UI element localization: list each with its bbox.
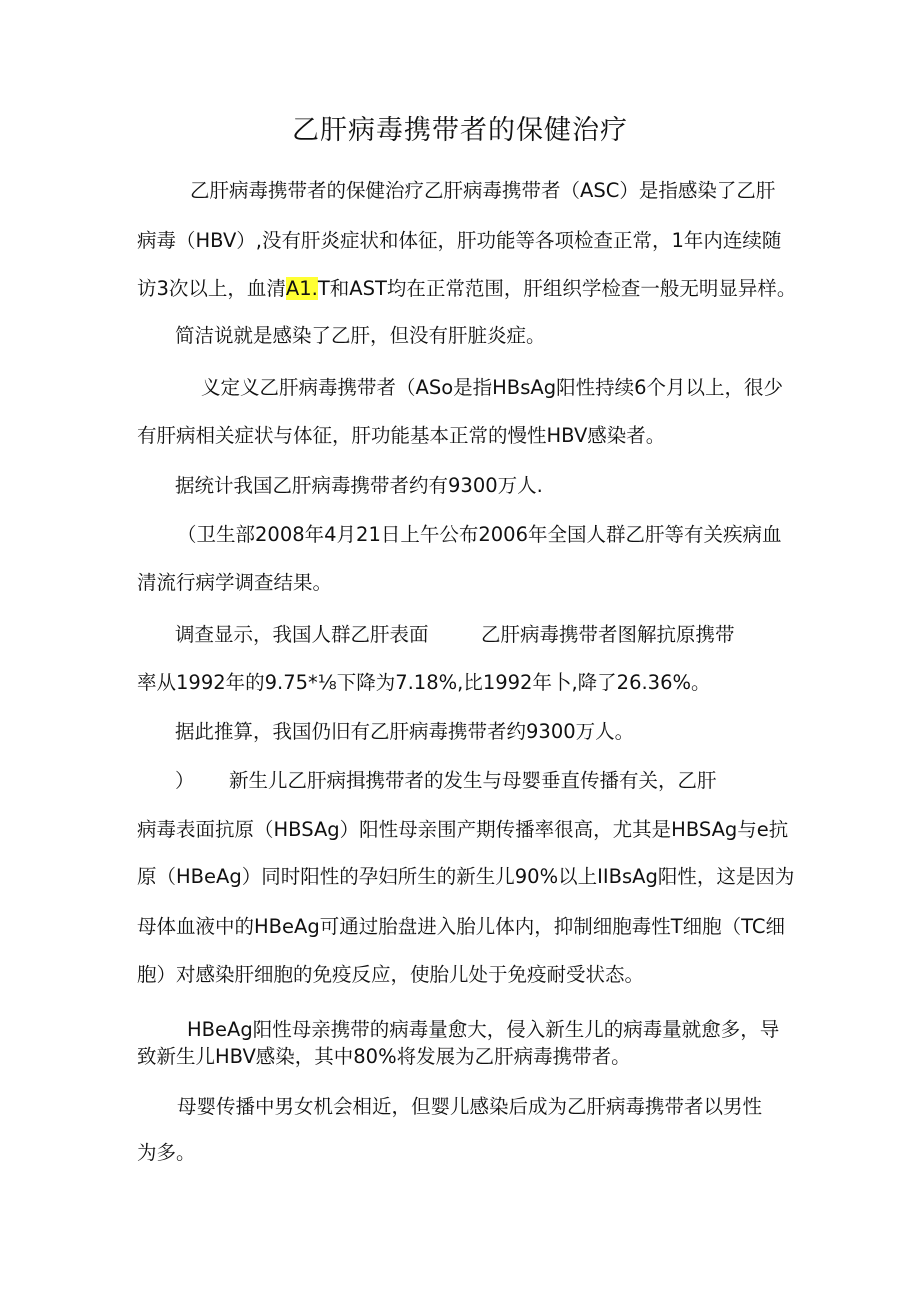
text-line bbox=[137, 274, 796, 304]
text-line: 致新生儿HBV感染，其中80%将发展为乙肝病毒携带者。 bbox=[137, 1045, 631, 1068]
text-line: 病毒（HBV）,没有肝炎症状和体征，肝功能等各项检查正常，1年内连续随 bbox=[137, 229, 782, 252]
text-line: 率从1992年的9.75*⅛下降为7.18%,比1992年卜,降了26.36%。 bbox=[137, 671, 711, 694]
text-line: 为多。 bbox=[137, 1141, 196, 1164]
text-line: 胞）对感染肝细胞的免疫反应，使胎儿处于免疫耐受状态。 bbox=[137, 963, 645, 986]
text-line: 乙肝病毒携带者图解抗原携带 bbox=[481, 623, 735, 646]
text-line: 病毒表面抗原（HBSAg）阳性母亲围产期传播率很高，尤其是HBSAg与e抗 bbox=[137, 818, 789, 841]
document-title: 乙肝病毒携带者的保健治疗 bbox=[292, 115, 628, 146]
text-line: 有肝病相关症状与体征，肝功能基本正常的慢性HBV感染者。 bbox=[137, 424, 666, 447]
text-line: 新生儿乙肝病揖携带者的发生与母婴垂直传播有关，乙肝 bbox=[229, 769, 717, 792]
text-line: 原（HBeAg）同时阳性的孕妇所生的新生儿90%以上IIBsAg阳性，这是因为 bbox=[137, 865, 795, 888]
text-fragment: T和AST均在正常范围，肝组织学检查一般无明显异样。 bbox=[317, 277, 797, 300]
text-line: 母体血液中的HBeAg可通过胎盘进入胎儿体内，抑制细胞毒性T细胞（TC细 bbox=[137, 915, 786, 938]
text-fragment: 访3次以上，血清 bbox=[137, 277, 286, 300]
text-line: 义定义乙肝病毒携带者（ASo是指HBsAg阳性持续6个月以上，很少 bbox=[201, 376, 783, 399]
text-line: 调查显示，我国人群乙肝表面 bbox=[175, 623, 429, 646]
text-line: 据统计我国乙肝病毒携带者约有9300万人. bbox=[175, 474, 543, 497]
text-line: 据此推算，我国仍旧有乙肝病毒携带者约9300万人。 bbox=[175, 720, 635, 743]
text-line: HBeAg阳性母亲携带的病毒量愈大，侵入新生儿的病毒量就愈多，导 bbox=[187, 1018, 780, 1041]
text-line: 简洁说就是感染了乙肝，但没有肝脏炎症。 bbox=[175, 324, 546, 347]
text-line: ） bbox=[175, 769, 195, 792]
highlighted-text: A1. bbox=[285, 277, 318, 300]
text-line: 清流行病学调查结果。 bbox=[137, 571, 333, 594]
text-line: 母婴传播中男女机会相近，但婴儿感染后成为乙肝病毒携带者以男性 bbox=[177, 1095, 763, 1118]
text-line: （卫生部2008年4月21日上午公布2006年全国人群乙肝等有关疾病血 bbox=[177, 523, 782, 546]
text-line: 乙肝病毒携带者的保健治疗乙肝病毒携带者（ASC）是指感染了乙肝 bbox=[190, 179, 776, 202]
